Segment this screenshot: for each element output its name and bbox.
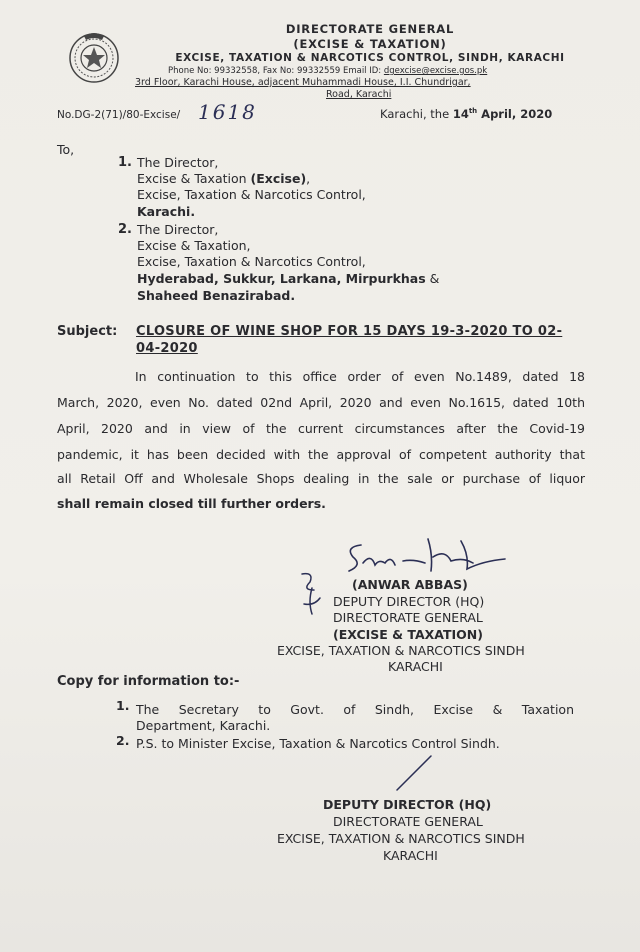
body-line-3: April, 2020 and in view of the current circumstances after the Covid-19 <box>57 421 585 436</box>
handwritten-reference-number: 1618 <box>198 100 257 124</box>
copy-item-2-number: 2. <box>116 733 130 748</box>
sindh-government-seal-icon <box>66 28 122 84</box>
date-prefix: Karachi, the <box>380 107 453 121</box>
body-line-4: pandemic, it has been decided with the approval of competent authority that <box>57 447 585 462</box>
letterhead-department: EXCISE, TAXATION & NARCOTICS CONTROL, SINDH, KARACHI <box>175 52 565 64</box>
letterhead-address-line2: Road, Karachi <box>326 89 392 100</box>
second-signatory-designation: DEPUTY DIRECTOR (HQ) <box>323 797 492 812</box>
letter-date <box>380 107 552 121</box>
addressee-1-city: Karachi. <box>137 204 196 219</box>
to-label: To, <box>57 142 75 157</box>
copy-item-1-line2: Department, Karachi. <box>136 718 271 733</box>
addressee-1-line2: Excise & Taxation (Excise), <box>137 171 311 186</box>
second-signatory-org-2: EXCISE, TAXATION & NARCOTICS SINDH <box>277 831 525 846</box>
body-line-6: shall remain closed till further orders. <box>57 496 326 511</box>
subject-line2: 04-2020 <box>136 341 198 356</box>
signatory-city: KARACHI <box>388 659 443 674</box>
addressee-1-line3: Excise, Taxation & Narcotics Control, <box>137 187 366 202</box>
letterhead-address: 3rd Floor, Karachi House, adjacent Muhammadi House, I.I. Chundrigar, <box>135 77 471 88</box>
copy-heading: Copy for information to:- <box>57 674 240 689</box>
signatory-designation: DEPUTY DIRECTOR (HQ) <box>333 594 485 609</box>
handwritten-signature <box>333 535 513 581</box>
copy-item-1-line1: The Secretary to Govt. of Sindh, Excise & Taxation <box>136 702 574 717</box>
letterhead-contact <box>168 66 487 76</box>
email-link[interactable]: dgexcise@excise.gos.pk <box>383 66 488 76</box>
body-line-2: March, 2020, even No. dated 02nd April, 2020 and even No.1615, dated 10th <box>57 395 585 410</box>
second-signatory-city: KARACHI <box>383 848 438 863</box>
date-day: 14th <box>452 107 478 121</box>
addressee-2-number: 2. <box>118 222 132 237</box>
reference-number: No.DG-2(71)/80-Excise/ <box>57 109 181 121</box>
copy-item-2-line1: P.S. to Minister Excise, Taxation & Narcotics Control Sindh. <box>136 736 500 751</box>
addressee-2-line1: The Director, <box>137 222 219 237</box>
letterhead-title: DIRECTORATE GENERAL <box>285 22 455 36</box>
signatory-org-3: EXCISE, TAXATION & NARCOTICS SINDH <box>277 643 525 658</box>
addressee-2-line3: Excise, Taxation & Narcotics Control, <box>137 254 366 269</box>
second-signatory-org-1: DIRECTORATE GENERAL <box>333 814 483 829</box>
subject-label: Subject: <box>57 324 118 339</box>
addressee-2-cities: Hyderabad, Sukkur, Larkana, Mirpurkhas & <box>137 271 440 286</box>
body-line-5: all Retail Off and Wholesale Shops dealing in the sale or purchase of liquor <box>57 471 585 486</box>
letterhead-subtitle: (EXCISE & TAXATION) <box>293 37 447 51</box>
copy-item-1-number: 1. <box>116 698 130 713</box>
addressee-1-number: 1. <box>118 155 132 170</box>
addressee-2-line2: Excise & Taxation, <box>137 238 251 253</box>
signatory-name: (ANWAR ABBAS) <box>352 577 468 592</box>
handwritten-initials <box>292 568 328 616</box>
second-signature-stroke <box>393 752 435 794</box>
signatory-org-2: (EXCISE & TAXATION) <box>333 627 483 642</box>
addressee-1-line1: The Director, <box>137 155 219 170</box>
subject-line1: CLOSURE OF WINE SHOP FOR 15 DAYS 19-3-2020 TO 02- <box>136 324 563 339</box>
body-line-1: In continuation to this office order of even No.1489, dated 18 <box>135 369 585 384</box>
contact-details: Phone No: 99332558, Fax No: 99332559 Email ID: <box>168 66 384 76</box>
signatory-org-1: DIRECTORATE GENERAL <box>333 610 483 625</box>
addressee-2-line5: Shaheed Benazirabad. <box>137 288 296 303</box>
date-rest: April, 2020 <box>477 107 553 121</box>
